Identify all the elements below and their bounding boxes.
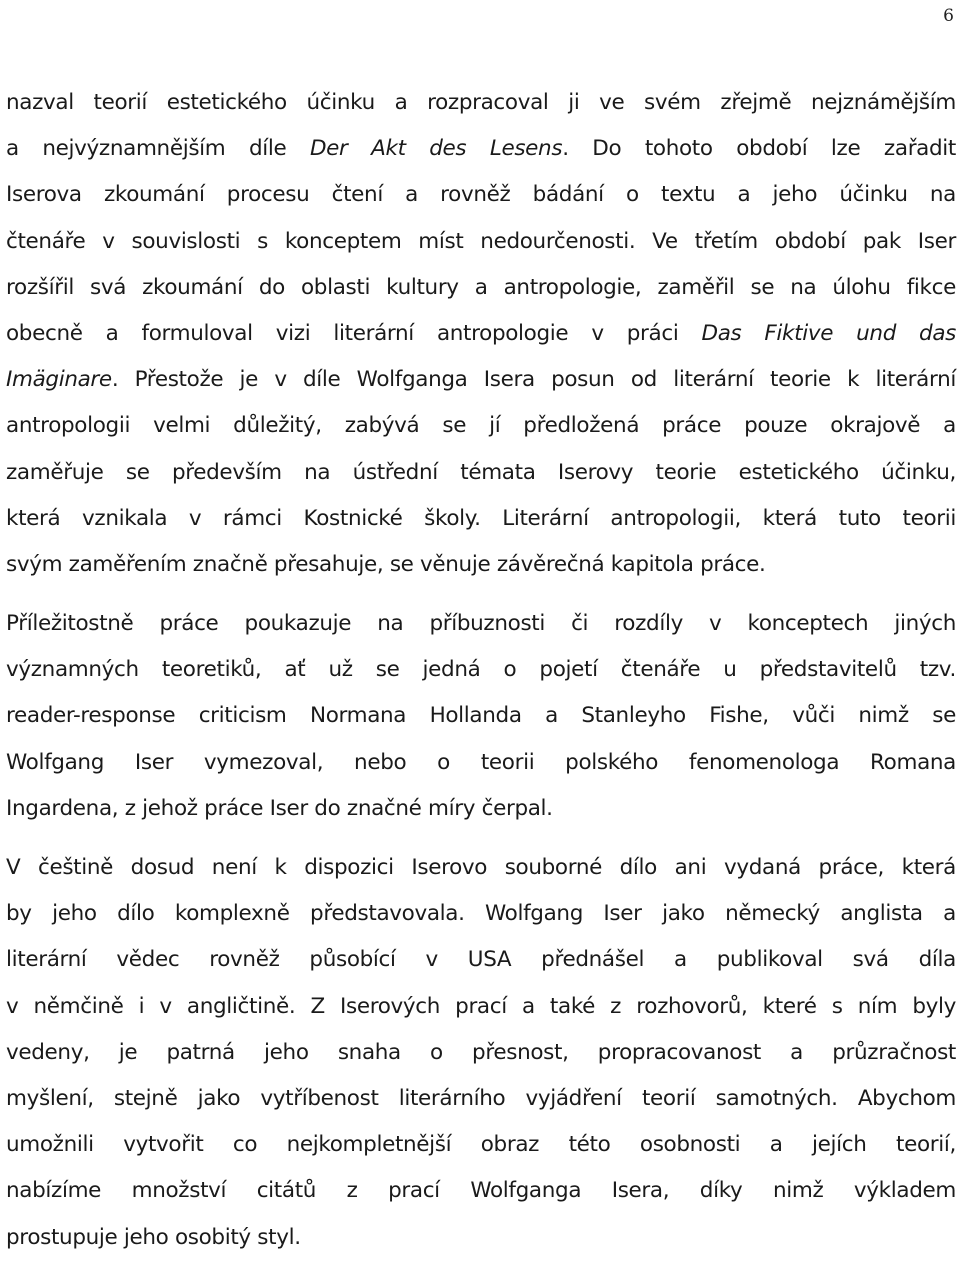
text-line — [6, 172, 956, 218]
page-number: 6 — [943, 6, 954, 26]
text-run: nazval teorií estetického účinku a rozpracoval ji ve svém zřejmě nejznámějším — [6, 90, 956, 115]
text-line — [6, 80, 956, 126]
text-run: Wolfgang Iser vymezoval, nebo o teorii polského fenomenologa Romana — [6, 749, 956, 775]
text-line — [6, 265, 956, 311]
text-run: svým zaměřením značně přesahuje, se věnuje závěrečná kapitola práce. — [6, 551, 766, 577]
text-line — [6, 126, 956, 172]
text-line — [6, 403, 956, 449]
text-run: čtenáře v souvislosti s konceptem míst nedourčenosti. Ve třetím období pak Iser — [6, 228, 956, 254]
text-line — [6, 891, 956, 937]
text-line — [6, 984, 956, 1030]
text-line — [6, 693, 956, 739]
text-run: v němčině i v angličtině. Z Iserových prací a také z rozhovorů, které s ním byly — [6, 993, 956, 1019]
text-line — [6, 1215, 956, 1261]
text-line — [6, 496, 956, 542]
text-line — [6, 601, 956, 647]
text-run: V češtině dosud není k dispozici Iserovo souborné dílo ani vydaná práce, která — [6, 855, 956, 880]
italic-title: Das Fiktive und das — [701, 320, 956, 346]
italic-title: Der Akt des Lesens — [309, 136, 563, 162]
text-line — [6, 311, 956, 357]
text-run: nabízíme množství citátů z prací Wolfganga Isera, díky nimž výkladem — [6, 1178, 956, 1204]
text-line — [6, 1122, 956, 1168]
text-line — [6, 1076, 956, 1122]
text-run: prostupuje jeho osobitý styl. — [6, 1224, 301, 1250]
paragraph — [6, 80, 956, 588]
text-run: literární vědec rovněž působící v USA přednášel a publikoval svá díla — [6, 947, 956, 973]
text-line — [6, 450, 956, 496]
text-line — [6, 219, 956, 265]
text-run: obecně a formuloval vizi literární antropologie v práci — [6, 320, 702, 346]
text-run: rozšířil svá zkoumání do oblasti kultury a antropologie, zaměřil se na úlohu fikce — [6, 274, 956, 300]
text-run: která vznikala v rámci Kostnické školy. Literární antropologii, která tuto teorii — [6, 505, 956, 531]
text-line — [6, 542, 956, 588]
text-run: myšlení, stejně jako vytříbenost literárního vyjádření teorií samotných. Abychom — [6, 1085, 956, 1111]
document-body — [6, 80, 956, 1261]
text-line — [6, 845, 956, 891]
text-run: Ingardena, z jehož práce Iser do značné míry čerpal. — [6, 795, 553, 821]
text-run: reader-response criticism Normana Hollanda a Stanleyho Fishe, vůči nimž se — [6, 703, 956, 729]
text-line — [6, 647, 956, 693]
text-line — [6, 786, 956, 832]
paragraph — [6, 845, 956, 1261]
text-line — [6, 1030, 956, 1076]
text-line — [6, 1168, 956, 1214]
paragraph-gap — [6, 588, 956, 601]
paragraph — [6, 601, 956, 832]
paragraph-gap — [6, 832, 956, 845]
text-run: . Do tohoto období lze zařadit — [562, 136, 957, 162]
text-line — [6, 357, 956, 403]
text-run: zaměřuje se především na ústřední témata Iserovy teorie estetického účinku, — [6, 459, 956, 485]
italic-title: Imäginare — [6, 367, 112, 393]
text-line — [6, 937, 956, 983]
text-run: Příležitostně práce poukazuje na příbuznosti či rozdíly v konceptech jiných — [6, 611, 956, 637]
text-run: Iserova zkoumání procesu čtení a rovněž bádání o textu a jeho účinku na — [6, 182, 956, 208]
text-run: vedeny, je patrná jeho snaha o přesnost, propracovanost a průzračnost — [6, 1039, 956, 1065]
text-line — [6, 740, 956, 786]
text-run: by jeho dílo komplexně představovala. Wolfgang Iser jako německý anglista a — [6, 901, 956, 927]
text-run: a nejvýznamnějším díle — [6, 136, 310, 162]
text-run: umožnili vytvořit co nejkompletnější obraz této osobnosti a jejích teorií, — [6, 1132, 956, 1158]
text-run: antropologii velmi důležitý, zabývá se jí předložená práce pouze okrajově a — [6, 413, 956, 439]
text-run: . Přestože je v díle Wolfganga Isera posun od literární teorie k literární — [111, 367, 956, 393]
text-run: významných teoretiků, ať už se jedná o pojetí čtenáře u představitelů tzv. — [6, 657, 956, 683]
